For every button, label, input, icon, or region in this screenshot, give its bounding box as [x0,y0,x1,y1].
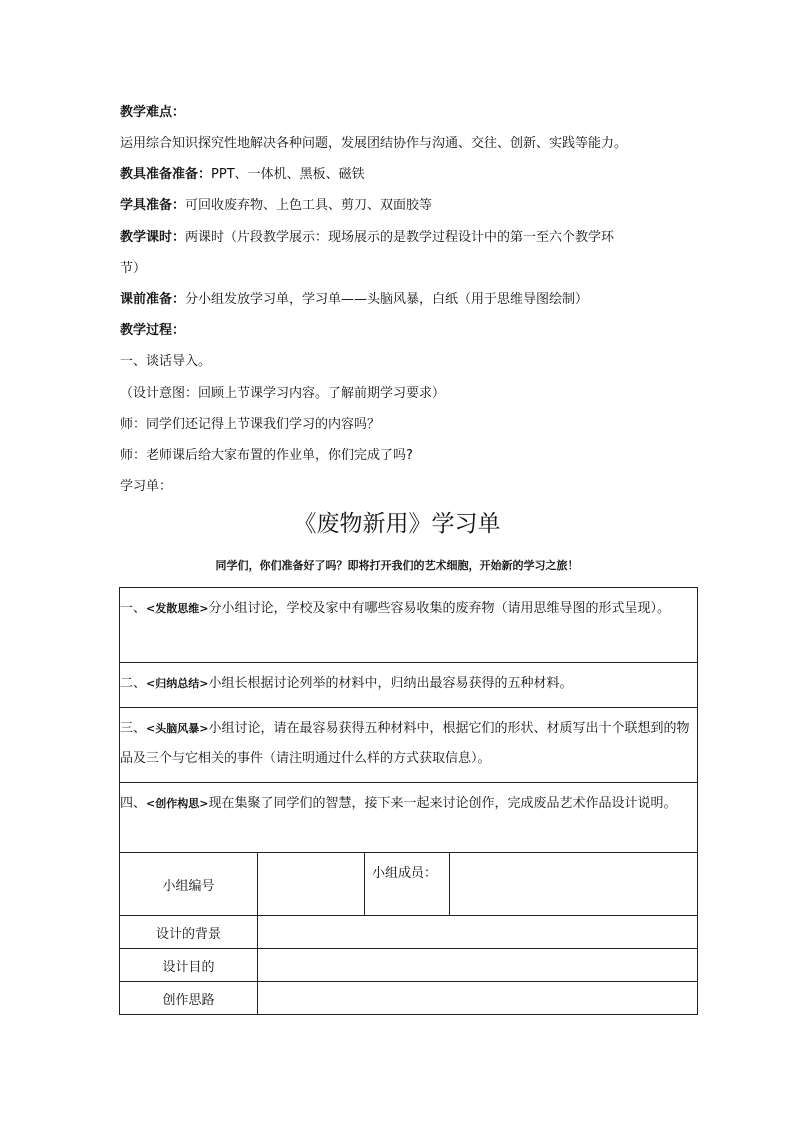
worksheet-label: 学习单： [120,479,173,494]
background-row [120,916,698,949]
task-row [120,708,698,783]
task-row [120,783,698,853]
background-field[interactable] [258,916,698,949]
hours-label: 教学课时： [120,230,186,245]
task-prefix: 四、 [120,796,147,811]
step1-heading: 一、谈话导入。 [120,354,212,369]
prep-line [120,291,588,309]
process-heading: 教学过程： [120,323,186,338]
teacher-tools-text: PPT、一体机、黑板、磁铁 [211,167,365,182]
teacher-tools-line [120,166,365,184]
prep-text: 分小组发放学习单，学习单——头脑风暴，白纸（用于思维导图绘制） [185,292,589,307]
idea-row [120,982,698,1015]
task-cell [120,783,698,853]
task-tag: <创作构思> [146,797,209,810]
task-prefix: 二、 [120,676,147,691]
task-text: 分小组讨论，学校及家中有哪些容易收集的废弃物（请用思维导图的形式呈现）。 [208,601,670,616]
task-cell [120,708,698,783]
task-prefix: 三、 [120,721,147,736]
student-tools-label: 学具准备： [120,198,186,213]
task-tag: <归纳总结> [146,677,209,690]
group-info-row [120,853,698,916]
task-cell [120,588,698,663]
members-field[interactable] [450,853,698,916]
group-no-label: 小组编号 [120,853,258,916]
group-no-field[interactable] [258,853,365,916]
task-tag: <发散思维> [146,602,209,615]
task-cell [120,663,698,708]
hours-text-cont: 节） [120,261,147,276]
difficulty-heading: 教学难点： [120,105,186,120]
task-text: 小组长根据讨论列举的材料中，归纳出最容易获得的五种材料。 [208,676,573,691]
difficulty-text: 运用综合知识探究性地解决各种问题，发展团结协作与沟通、交往、创新、实践等能力。 [120,136,628,151]
hours-text: 两课时（片段教学展示：现场展示的是教学过程设计中的第一至六个教学环 [185,230,615,245]
members-label: 小组成员： [365,853,450,916]
purpose-field[interactable] [258,949,698,982]
task-text: 小组讨论，请在最容易获得五种材料中，根据它们的形状、材质写出十个联想到的物品及三个与它相关的事件（请注明通过什么样的方式获取信息）。 [120,721,690,766]
worksheet-subtitle: 同学们，你们准备好了吗？即将打开我们的艺术细胞，开始新的学习之旅！ [215,559,579,572]
background-label: 设计的背景 [120,916,258,949]
prep-label: 课前准备： [120,292,186,307]
idea-label: 创作思路 [120,982,258,1015]
task-row [120,588,698,663]
teacher-tools-label: 教具准备准备： [120,167,212,182]
student-tools-line [120,197,432,215]
teacher-question-1: 师：同学们还记得上节课我们学习的内容吗？ [120,417,381,432]
idea-field[interactable] [258,982,698,1015]
task-prefix: 一、 [120,601,147,616]
purpose-label: 设计目的 [120,949,258,982]
purpose-row [120,949,698,982]
task-text: 现在集聚了同学们的智慧，接下来一起来讨论创作，完成废品艺术作品设计说明。 [208,796,677,811]
hours-line [120,229,614,247]
task-tag: <头脑风暴> [146,722,209,735]
task-row [120,663,698,708]
teacher-question-2: 师：老师课后给大家布置的作业单，你们完成了吗? [120,448,413,463]
worksheet-table [119,587,698,1015]
design-intent: （设计意图：回顾上节课学习内容。了解前期学习要求） [120,386,446,401]
student-tools-text: 可回收废弃物、上色工具、剪刀、双面胶等 [185,198,433,213]
worksheet-title: 《废物新用》学习单 [293,511,501,537]
